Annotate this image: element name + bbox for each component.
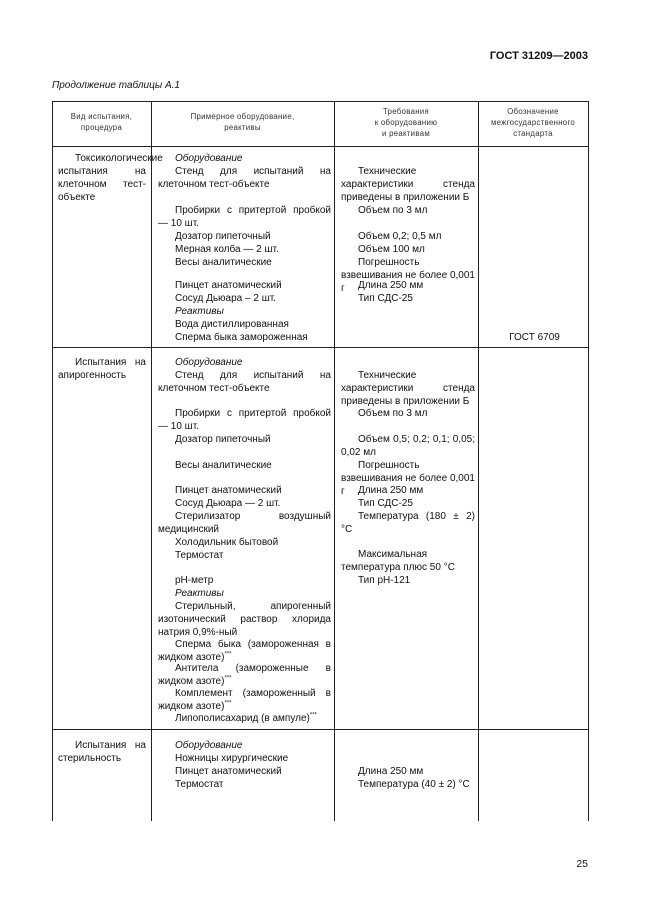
column-header-equipment: Примерное оборудование, реактивы — [190, 112, 295, 132]
requirement-item: Технические характеристики стенда приведены в приложении Б — [341, 370, 475, 407]
equipment-item: Пинцет анатомический — [175, 280, 282, 291]
reagent-item — [158, 687, 331, 713]
footnote-mark: *** — [224, 700, 232, 707]
equipment-item: Пинцет анатомический — [175, 485, 282, 496]
reagent-item — [158, 712, 331, 725]
equipment-item: Пинцет анатомический — [175, 766, 282, 777]
reagent-item: Вода дистиллированная — [175, 319, 289, 330]
reagents-heading: Реактивы — [175, 588, 224, 599]
equipment-item: Термостат — [175, 550, 224, 561]
footnote-mark: *** — [309, 712, 317, 719]
requirement-item: Объем 100 мл — [358, 244, 425, 255]
reagent-item — [158, 638, 331, 664]
column-divider — [334, 101, 335, 821]
requirement-item: Тип СДС-25 — [358, 498, 413, 509]
requirement-item: Объем по 3 мл — [358, 408, 428, 419]
row-divider — [52, 347, 588, 348]
equipment-item: Стерилизатор воздушный медицинский — [158, 511, 331, 535]
requirement-item: Тип pH-121 — [358, 575, 411, 586]
test-name: Испытания на апирогенность — [58, 357, 146, 381]
reagent-text: Комплемент (замороженный в жидком азоте) — [158, 688, 331, 712]
column-header-requirements: Требования к оборудованию и реактивам — [374, 107, 438, 138]
equipment-item: Весы аналитические — [175, 460, 272, 471]
equipment-heading: Оборудование — [175, 153, 243, 164]
equipment-item: pH-метр — [175, 575, 214, 586]
equipment-item: Пробирки с притертой пробкой — 10 шт. — [158, 205, 331, 229]
page-number: 25 — [576, 858, 588, 870]
document-header: ГОСТ 31209—2003 — [489, 50, 588, 62]
footnote-mark: *** — [224, 675, 232, 682]
column-header-standard: Обозначение межгосударственного стандарта — [490, 107, 576, 138]
requirement-item: Технические характеристики стенда приведены в приложении Б — [341, 166, 475, 203]
equipment-item: Сосуд Дьюара — 2 шт. — [175, 498, 281, 509]
requirement-item: Длина 250 мм — [358, 766, 424, 777]
equipment-item: Дозатор пипеточный — [175, 434, 271, 445]
requirement-item: Погрешность взвешивания не более 0,001 г — [341, 460, 475, 497]
reagent-text: Липополисахарид (в ампуле) — [175, 713, 310, 724]
standard-reference: ГОСТ 6709 — [509, 332, 560, 343]
table-border-right — [588, 101, 589, 821]
test-name: Токсикологические испытания на клеточном тест-объекте — [58, 153, 163, 203]
equipment-item: Ножницы хирургические — [175, 753, 289, 764]
equipment-item: Весы аналитические — [175, 257, 272, 268]
footnote-mark: *** — [224, 651, 232, 658]
requirement-item: Температура (40 ± 2) °С — [358, 779, 470, 790]
requirement-item: Погрешность взвешивания не более 0,001 г — [341, 257, 475, 294]
equipment-item: Мерная колба — 2 шт. — [175, 244, 279, 255]
requirement-item: Температура (180 ± 2) °С — [341, 511, 475, 535]
requirement-item: Объем 0,5; 0,2; 0,1; 0,05; 0,02 мл — [341, 434, 475, 458]
reagent-item: Сперма быка замороженная — [175, 332, 308, 343]
requirement-item: Объем 0,2; 0,5 мл — [358, 231, 442, 242]
equipment-item: Холодильник бытовой — [175, 537, 279, 548]
table-border-left — [52, 101, 53, 821]
reagents-heading: Реактивы — [175, 306, 224, 317]
equipment-item: Термостат — [175, 779, 224, 790]
equipment-item: Пробирки с притертой пробкой — 10 шт. — [158, 408, 331, 432]
reagent-item — [158, 662, 331, 688]
column-divider — [151, 101, 152, 821]
test-name: Испытания на стерильность — [58, 740, 146, 764]
requirement-item: Объем по 3 мл — [358, 205, 428, 216]
requirement-item: Тип СДС-25 — [358, 293, 413, 304]
column-divider — [478, 101, 479, 821]
equipment-item: Стенд для испытаний на клеточном тест-объекте — [158, 166, 331, 190]
row-divider — [52, 729, 588, 730]
requirement-item: Длина 250 мм — [358, 485, 424, 496]
column-header-test: Вид испытания, процедура — [70, 112, 133, 132]
header-bottom-rule — [52, 146, 588, 147]
requirement-item: Максимальная температура плюс 50 °С — [341, 549, 455, 573]
equipment-heading: Оборудование — [175, 357, 243, 368]
reagent-item: Стерильный, апирогенный изотонический раствор хлорида натрия 0,9%-ный — [158, 601, 331, 638]
equipment-item: Сосуд Дьюара – 2 шт. — [175, 293, 276, 304]
requirement-item: Длина 250 мм — [358, 280, 424, 291]
equipment-item: Стенд для испытаний на клеточном тест-объекте — [158, 370, 331, 394]
equipment-heading: Оборудование — [175, 740, 243, 751]
table-border-top — [52, 101, 588, 102]
reagent-text: Антитела (замороженные в жидком азоте) — [158, 663, 331, 687]
reagent-text: Сперма быка (замороженная в жидком азоте) — [158, 639, 331, 663]
table-continuation-caption: Продолжение таблицы А.1 — [52, 80, 180, 91]
equipment-item: Дозатор пипеточный — [175, 231, 271, 242]
